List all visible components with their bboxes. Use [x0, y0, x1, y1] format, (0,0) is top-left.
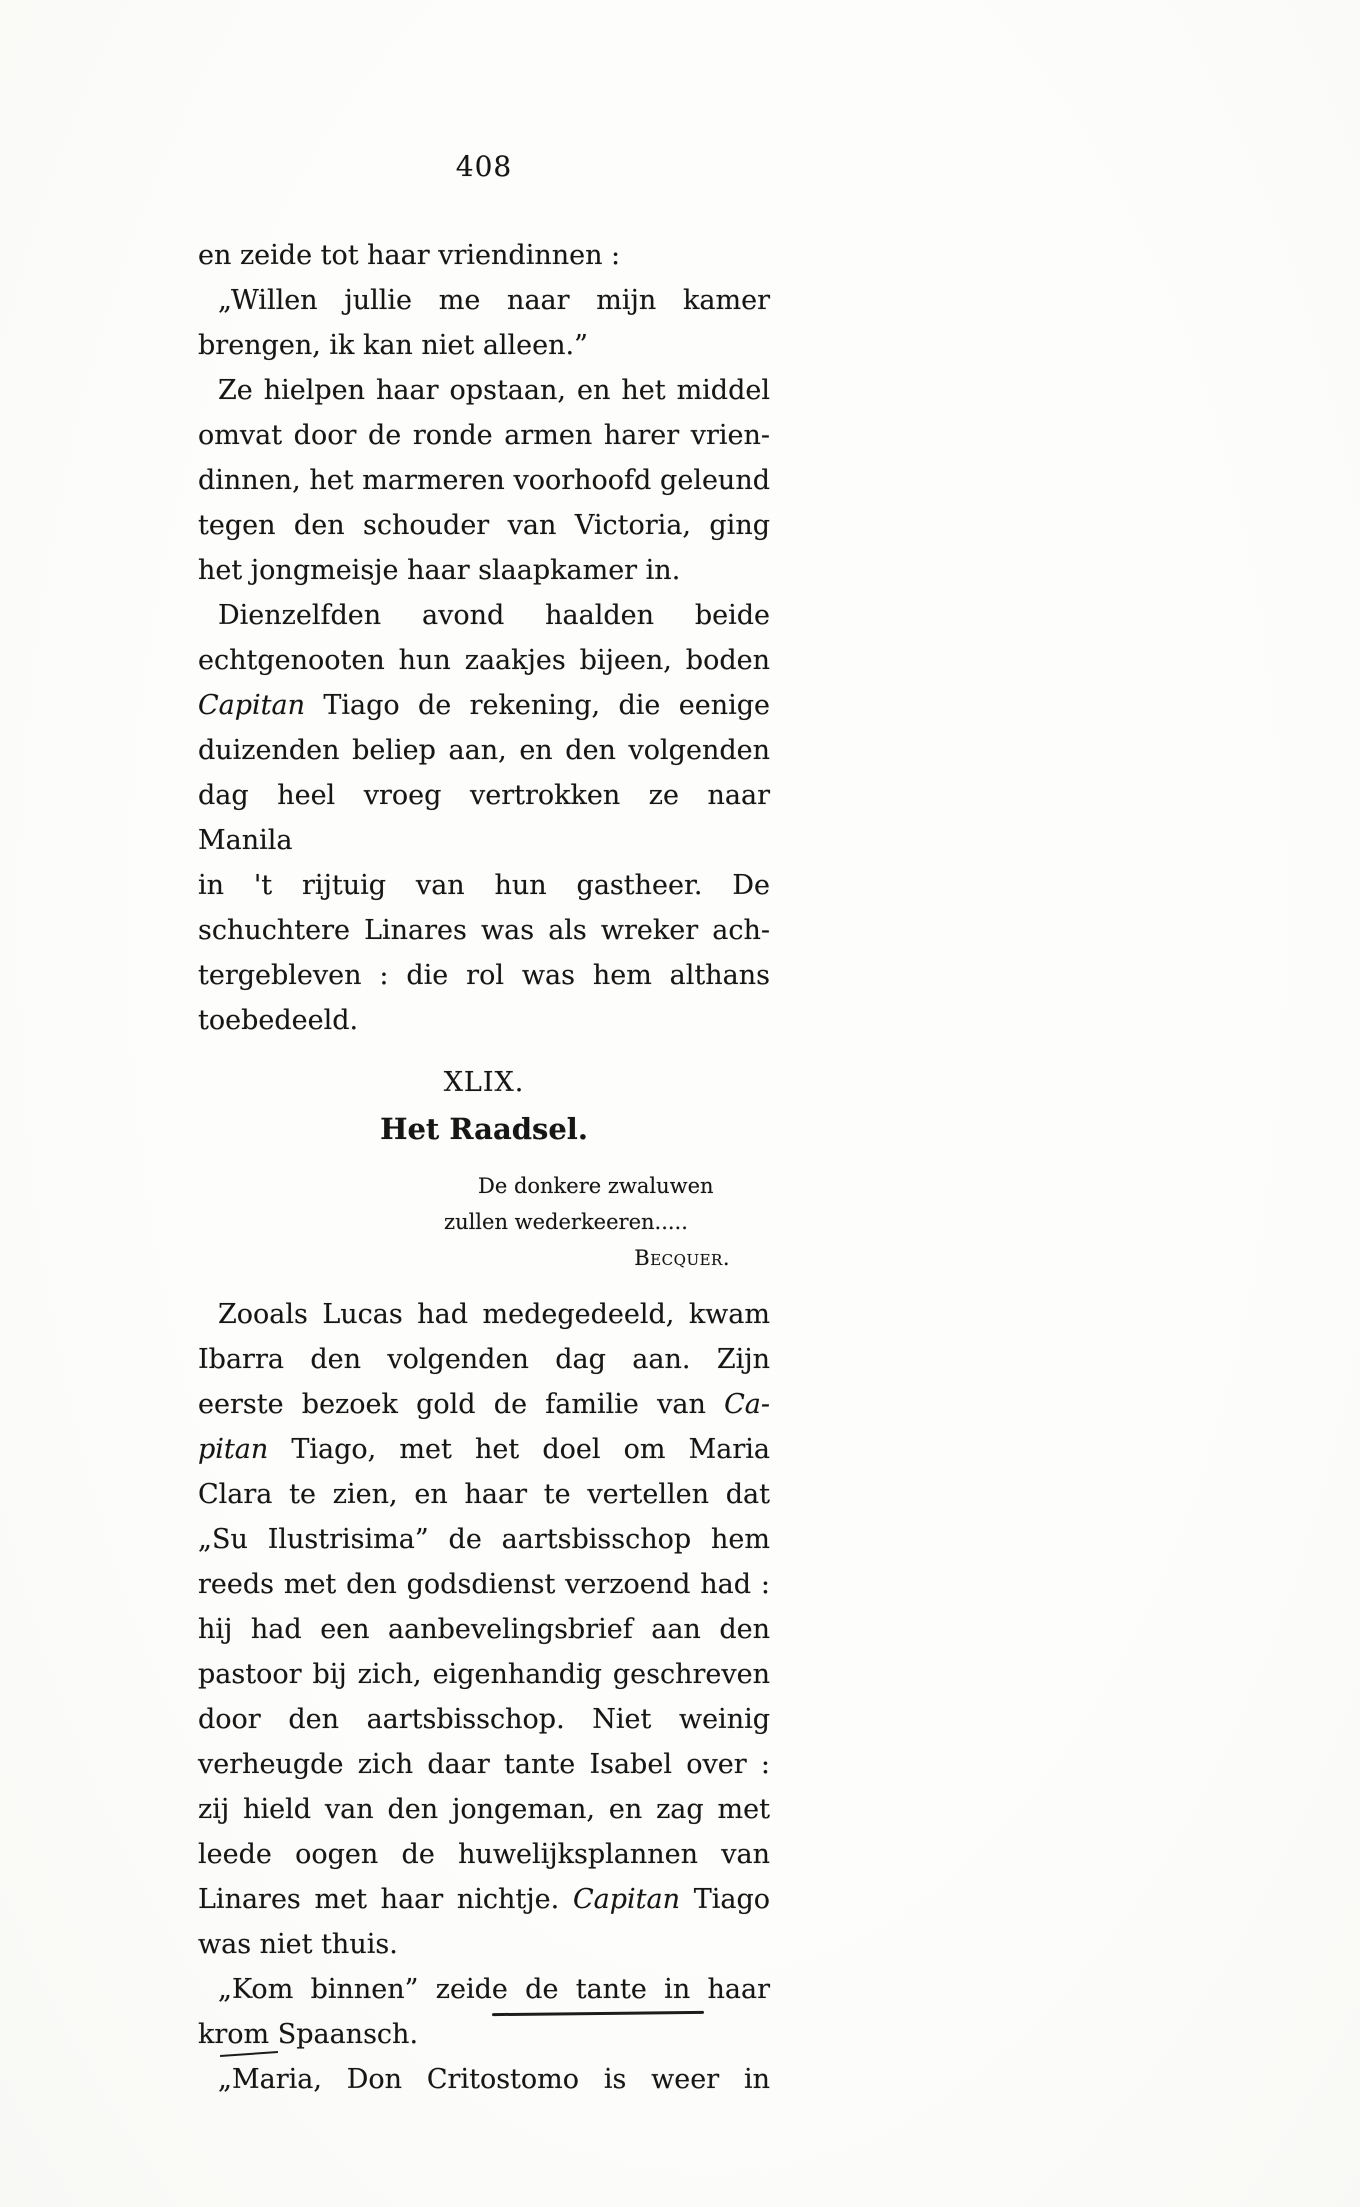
- text-column: [198, 0, 770, 2102]
- text-segment: „Su Ilustrisima” de aartsbisschop hem: [198, 1524, 770, 1555]
- epigraph-attribution: Becquer.: [634, 1246, 730, 1270]
- text-segment: „Willen jullie me naar mijn kamer: [218, 285, 770, 316]
- text-line: [198, 1652, 770, 1697]
- text-line: [198, 458, 770, 503]
- text-line: [198, 1472, 770, 1517]
- text-line: [198, 368, 770, 413]
- text-line: [198, 1877, 770, 1922]
- text-segment: Tiago: [679, 1884, 770, 1915]
- italic-text-segment: Ca-: [724, 1389, 770, 1420]
- text-line: [198, 1337, 770, 1382]
- epigraph: [444, 1168, 770, 1276]
- text-segment: Tiago de rekening, die eenige: [305, 690, 770, 721]
- text-segment: echtgenooten hun zaakjes bijeen, boden: [198, 645, 770, 676]
- text-line: [198, 1517, 770, 1562]
- text-line: [198, 638, 770, 683]
- page-number: 408: [455, 150, 513, 183]
- text-segment: hij had een aanbevelingsbrief aan den: [198, 1614, 770, 1645]
- text-segment: door den aartsbisschop. Niet weinig: [198, 1704, 770, 1735]
- text-line: [198, 1562, 770, 1607]
- text-line: [198, 593, 770, 638]
- text-line: [198, 908, 770, 953]
- text-line: [198, 1787, 770, 1832]
- italic-text-segment: pitan: [198, 1434, 269, 1465]
- text-segment: Zooals Lucas had medegedeeld, kwam: [218, 1299, 770, 1330]
- text-segment: Ze hielpen haar opstaan, en het middel: [218, 375, 770, 406]
- text-line: [198, 728, 770, 773]
- italic-text-segment: Capitan: [198, 690, 306, 721]
- text-segment: Ibarra den volgenden dag aan. Zijn: [198, 1344, 770, 1375]
- paragraph: [198, 368, 770, 593]
- text-line: [198, 1427, 770, 1472]
- text-segment: tegen den schouder van Victoria, ging: [198, 510, 770, 541]
- text-line: [198, 1697, 770, 1742]
- text-segment: Tiago, met het doel om Maria: [268, 1434, 770, 1465]
- text-segment: Dienzelfden avond haalden beide: [218, 600, 770, 631]
- epigraph-line: De donkere zwaluwen: [478, 1174, 714, 1198]
- text-segment: zij hield van den jongeman, en zag met: [198, 1794, 770, 1825]
- text-line: [198, 953, 770, 998]
- text-segment: omvat door de ronde armen harer vrien-: [198, 420, 770, 451]
- text-line: [198, 1292, 770, 1337]
- text-segment: in 't rijtuig van hun gastheer. De: [198, 870, 770, 901]
- text-line: [198, 1742, 770, 1787]
- text-line: [198, 1382, 770, 1427]
- text-segment: reeds met den godsdienst verzoend had :: [198, 1569, 770, 1600]
- text-line: [198, 683, 770, 728]
- text-segment: schuchtere Linares was als wreker ach-: [198, 915, 770, 946]
- text-line: [198, 1607, 770, 1652]
- text-segment: brengen, ik kan niet alleen.”: [198, 330, 588, 361]
- text-line: [198, 863, 770, 908]
- text-segment: dinnen, het marmeren voorhoofd geleund: [198, 465, 770, 496]
- text-line: [198, 278, 770, 323]
- text-segment: verheugde zich daar tante Isabel over :: [198, 1749, 770, 1780]
- chapter-heading-block: [198, 1067, 770, 1146]
- text-segment: „Kom binnen” zeide de tante in haar: [218, 1974, 770, 2005]
- text-segment: Clara te zien, en haar te vertellen dat: [198, 1479, 770, 1510]
- text-line: [198, 323, 770, 368]
- paragraph: [198, 2057, 770, 2102]
- text-line: [198, 233, 770, 278]
- text-segment: duizenden beliep aan, en den volgenden: [198, 735, 770, 766]
- paragraph: [198, 233, 770, 278]
- text-line: [198, 503, 770, 548]
- text-block-upper: [198, 233, 770, 1043]
- text-block-lower: [198, 1292, 770, 2102]
- text-segment: tergebleven : die rol was hem althans: [198, 960, 770, 991]
- text-line: [198, 773, 770, 863]
- text-segment: Linares met haar nichtje.: [198, 1884, 573, 1915]
- paragraph: [198, 593, 770, 1043]
- text-segment: „Maria, Don Critostomo is weer in: [218, 2064, 770, 2095]
- text-segment: was niet thuis.: [198, 1929, 398, 1960]
- text-segment: pastoor bij zich, eigenhandig geschreven: [198, 1659, 770, 1690]
- text-line: [198, 1922, 770, 1967]
- text-line: [198, 2012, 770, 2057]
- text-segment: krom Spaansch.: [198, 2019, 419, 2050]
- chapter-number: XLIX.: [443, 1067, 525, 1098]
- text-segment: en zeide tot haar vriendinnen :: [198, 240, 621, 271]
- text-line: [198, 413, 770, 458]
- text-line: [198, 998, 770, 1043]
- text-segment: het jongmeisje haar slaapkamer in.: [198, 555, 681, 586]
- text-segment: dag heel vroeg vertrokken ze naar Manila: [198, 780, 770, 856]
- chapter-title: Het Raadsel.: [380, 1112, 588, 1146]
- italic-text-segment: Capitan: [572, 1884, 680, 1915]
- text-line: [198, 2057, 770, 2102]
- text-segment: toebedeeld.: [198, 1005, 359, 1036]
- text-segment: eerste bezoek gold de familie van: [198, 1389, 725, 1420]
- paragraph: [198, 1292, 770, 1967]
- epigraph-line: zullen wederkeeren.....: [444, 1210, 688, 1234]
- text-line: [198, 1967, 770, 2012]
- text-segment: leede oogen de huwelijksplannen van: [198, 1839, 770, 1870]
- text-line: [198, 548, 770, 593]
- text-line: [198, 1832, 770, 1877]
- paragraph: [198, 278, 770, 368]
